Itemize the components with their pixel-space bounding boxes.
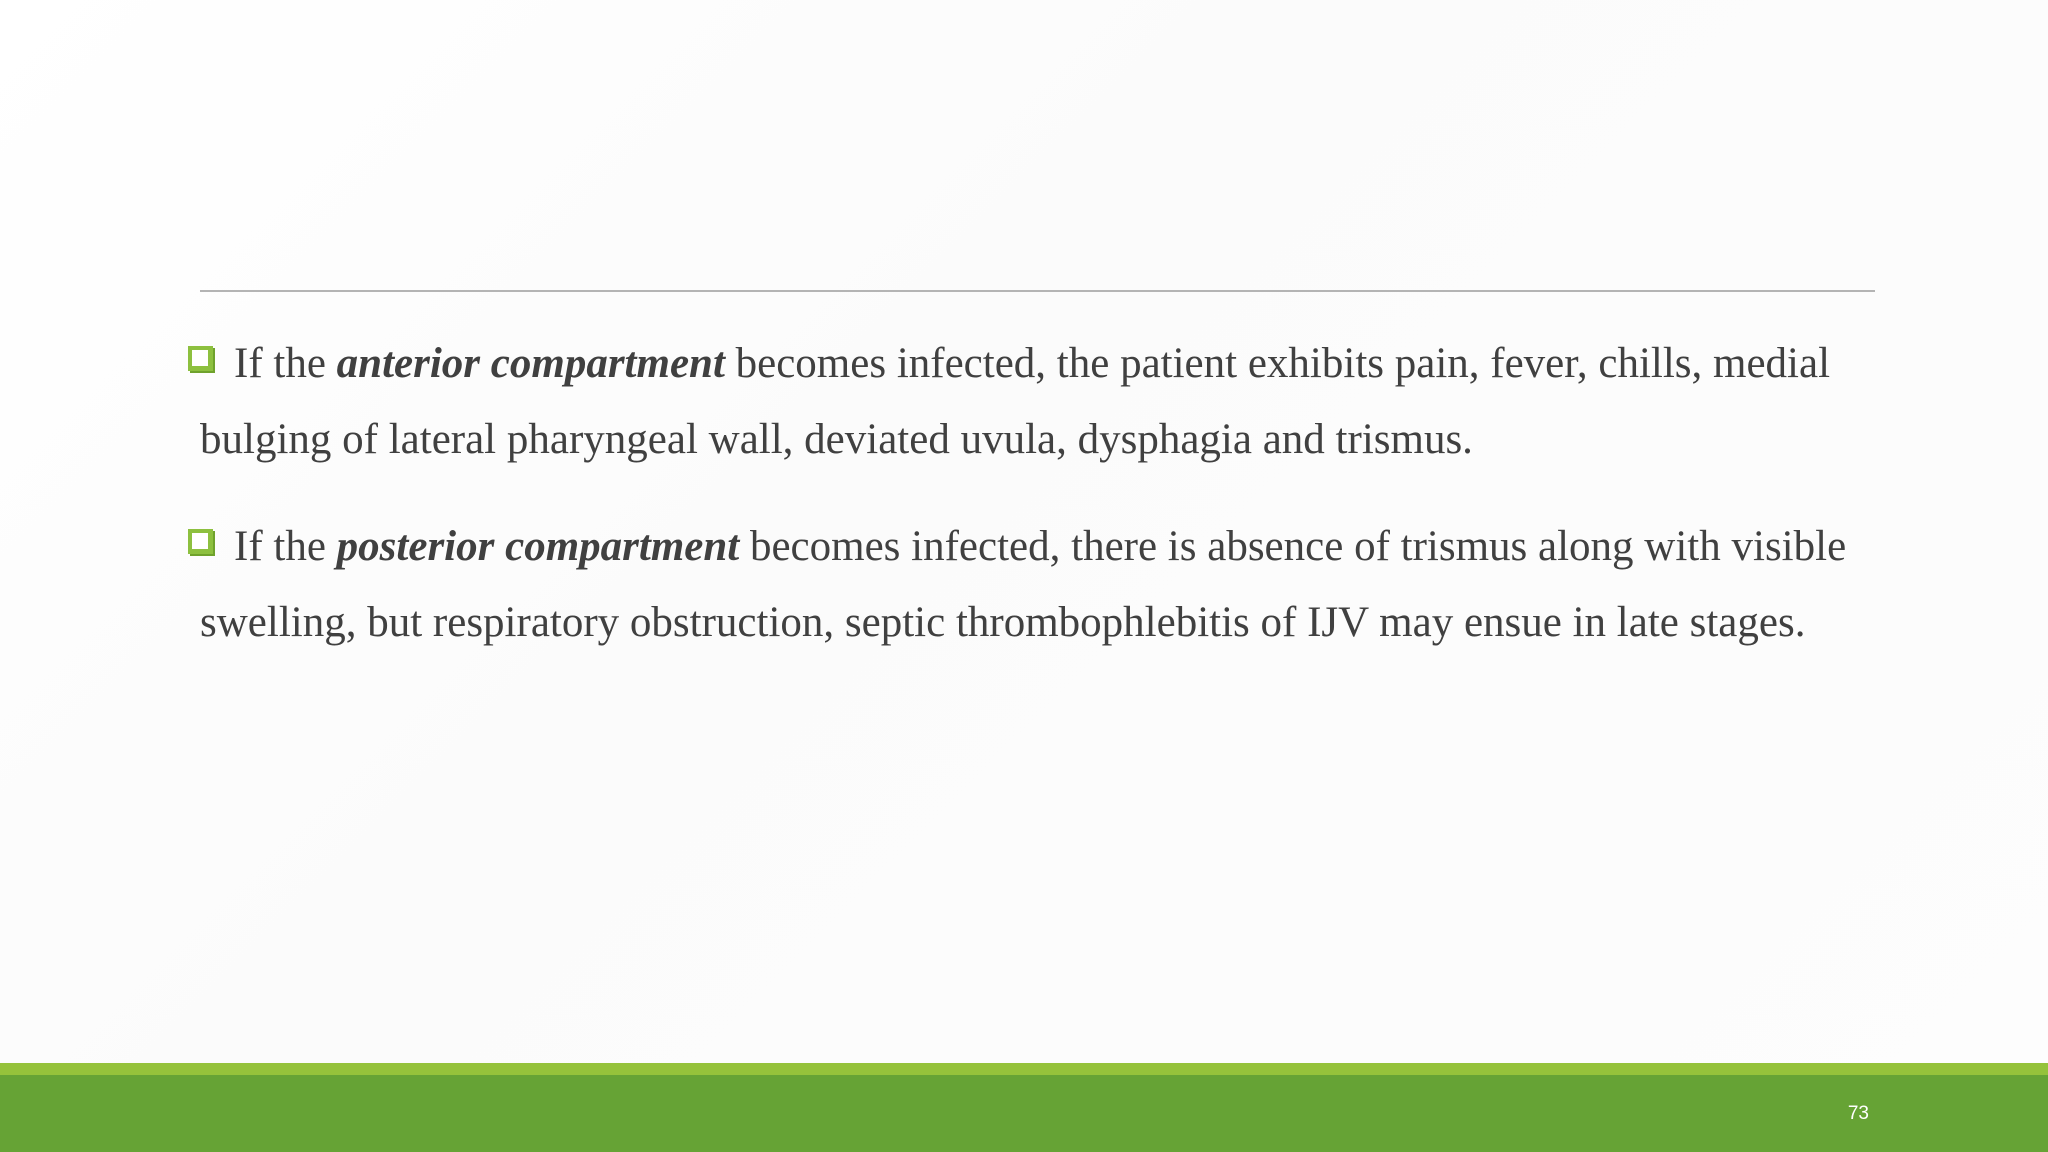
slide-content <box>188 326 1888 692</box>
bullet-suffix: becomes infected, the patient exhibits pain, fever, chills, medial bulging of lateral pharyngeal wall, deviated uvula, dysphagia and trismus. <box>200 340 1831 463</box>
bullet-item-posterior <box>188 509 1888 661</box>
bullet-text <box>200 340 1830 463</box>
bullet-prefix: If the <box>234 523 337 570</box>
bullet-text <box>200 523 1846 646</box>
page-number: 73 <box>1847 1103 1869 1124</box>
bullet-term: anterior compartment <box>336 340 725 387</box>
bullet-prefix: If the <box>234 340 337 387</box>
bullet-term: posterior compartment <box>336 523 740 570</box>
title-divider <box>200 290 1875 292</box>
footer-bar <box>0 1075 2048 1152</box>
footer-accent-stripe <box>0 1063 2048 1075</box>
square-bullet-icon <box>188 529 213 554</box>
square-bullet-icon <box>188 346 213 371</box>
bullet-suffix: becomes infected, there is absence of trismus along with visible swelling, but respiratory obstruction, septic thrombophlebitis of IJV may ensue in late stages. <box>200 523 1847 646</box>
bullet-item-anterior <box>188 326 1888 478</box>
